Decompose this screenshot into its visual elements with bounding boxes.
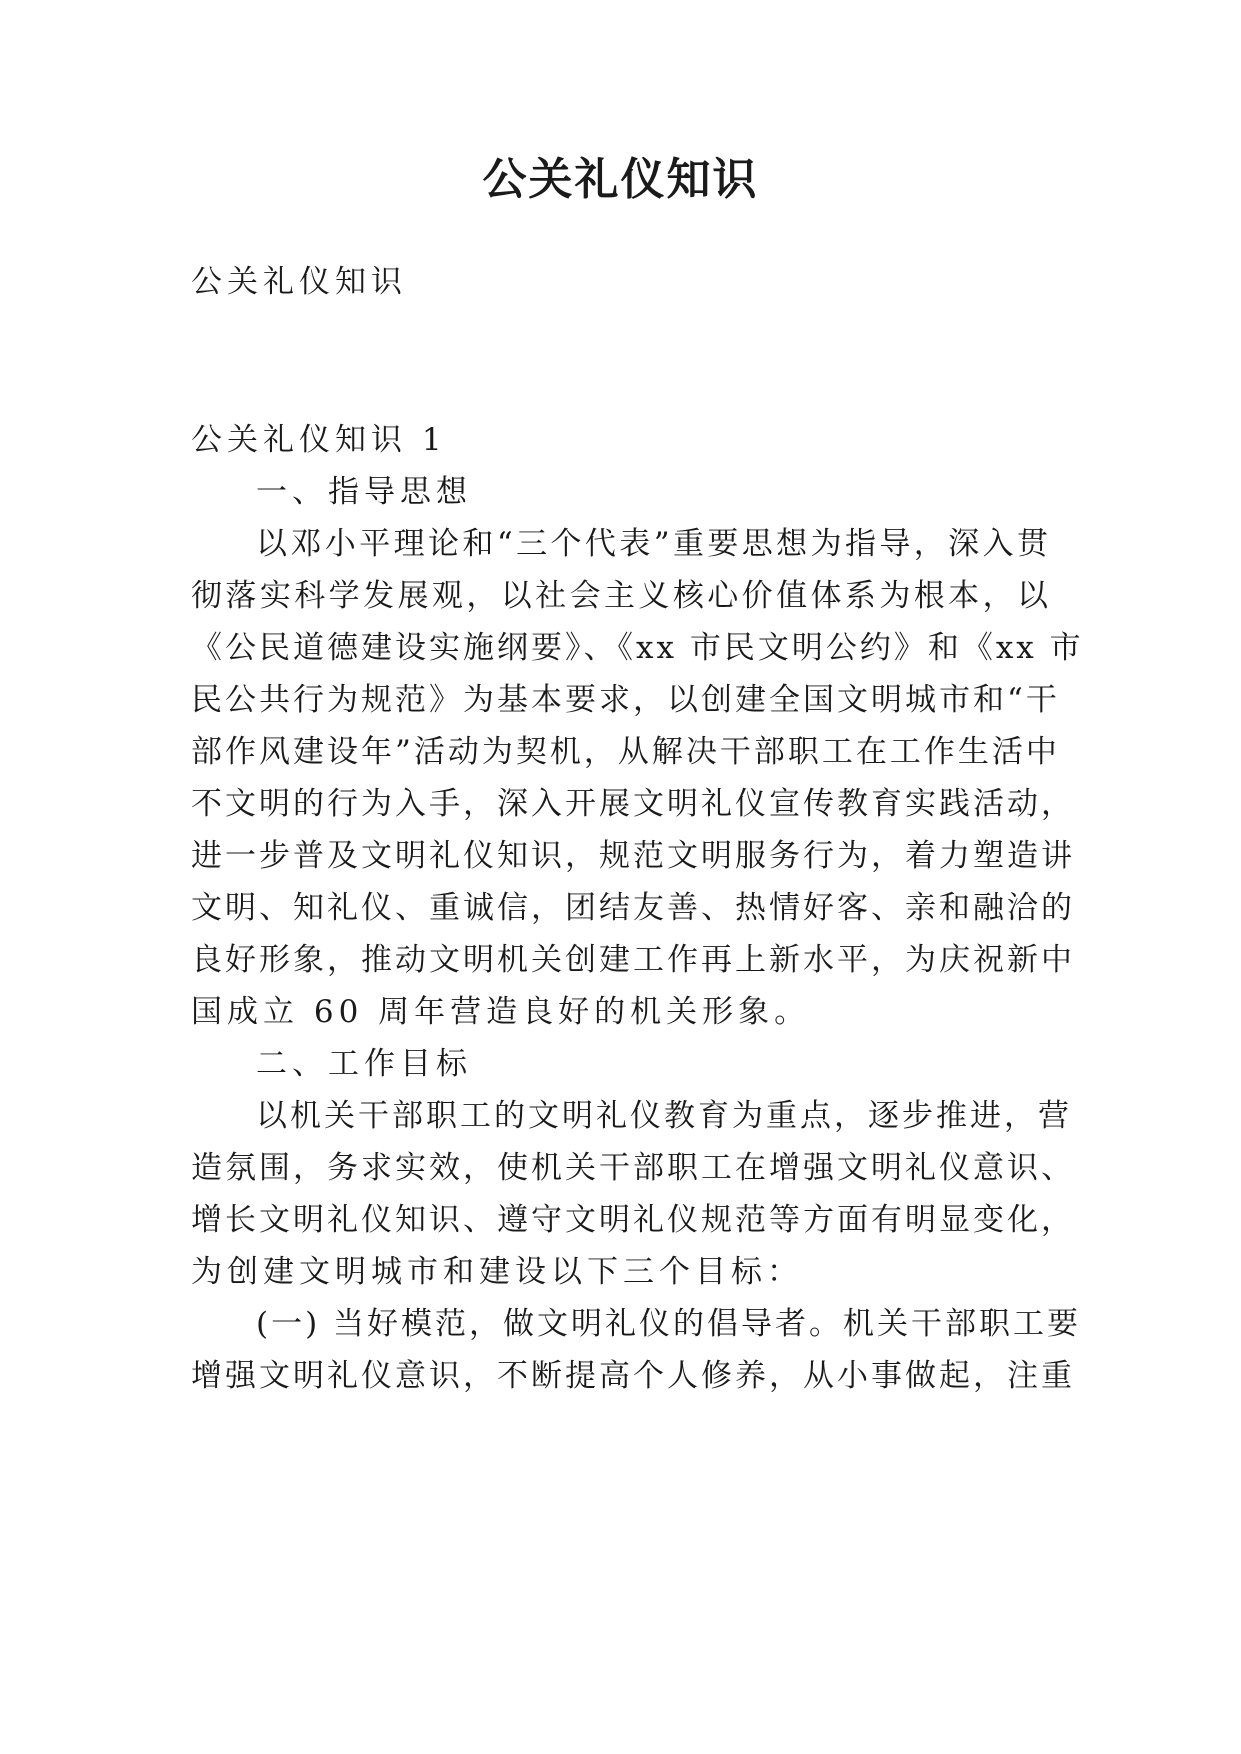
paragraph-line: 部作风建设年”活动为契机，从解决干部职工在工作生活中 <box>191 734 1060 770</box>
paragraph-line: 不文明的行为入手，深入开展文明礼仪宣传教育实践活动， <box>191 786 1075 822</box>
heading-guiding-ideology: 一、指导思想 <box>256 474 472 510</box>
document-title: 公关礼仪知识 <box>482 154 759 205</box>
paragraph-line: 彻落实科学发展观，以社会主义核心价值体系为根本，以 <box>191 578 1051 614</box>
paragraph-line: 《公民道德建设实施纲要》、《xx 市民文明公约》和《xx 市 <box>191 630 1084 666</box>
paragraph-line: 良好形象，推动文明机关创建工作再上新水平，为庆祝新中 <box>191 942 1075 978</box>
paragraph-line: 国成立 60 周年营造良好的机关形象。 <box>191 994 811 1030</box>
heading-work-goals: 二、工作目标 <box>256 1046 472 1082</box>
paragraph-line: 以邓小平理论和“三个代表”重要思想为指导，深入贯 <box>256 526 1051 562</box>
paragraph-line: (一) 当好模范，做文明礼仪的倡导者。机关干部职工要 <box>256 1306 1082 1342</box>
paragraph-line: 增强文明礼仪意识，不断提高个人修养，从小事做起，注重 <box>191 1358 1075 1394</box>
paragraph-line: 造氛围，务求实效，使机关干部职工在增强文明礼仪意识、 <box>191 1150 1075 1186</box>
section-heading: 公关礼仪知识 1 <box>191 422 447 458</box>
document-subtitle: 公关礼仪知识 <box>191 264 407 300</box>
paragraph-line: 以机关干部职工的文明礼仪教育为重点，逐步推进，营 <box>256 1098 1072 1134</box>
paragraph-line: 为创建文明城市和建设以下三个目标： <box>191 1254 803 1290</box>
paragraph-line: 文明、知礼仪、重诚信，团结友善、热情好客、亲和融洽的 <box>191 890 1075 926</box>
paragraph-line: 增长文明礼仪知识、遵守文明礼仪规范等方面有明显变化， <box>191 1202 1075 1238</box>
paragraph-line: 进一步普及文明礼仪知识，规范文明服务行为，着力塑造讲 <box>191 838 1075 874</box>
paragraph-line: 民公共行为规范》为基本要求，以创建全国文明城市和“干 <box>191 682 1060 718</box>
